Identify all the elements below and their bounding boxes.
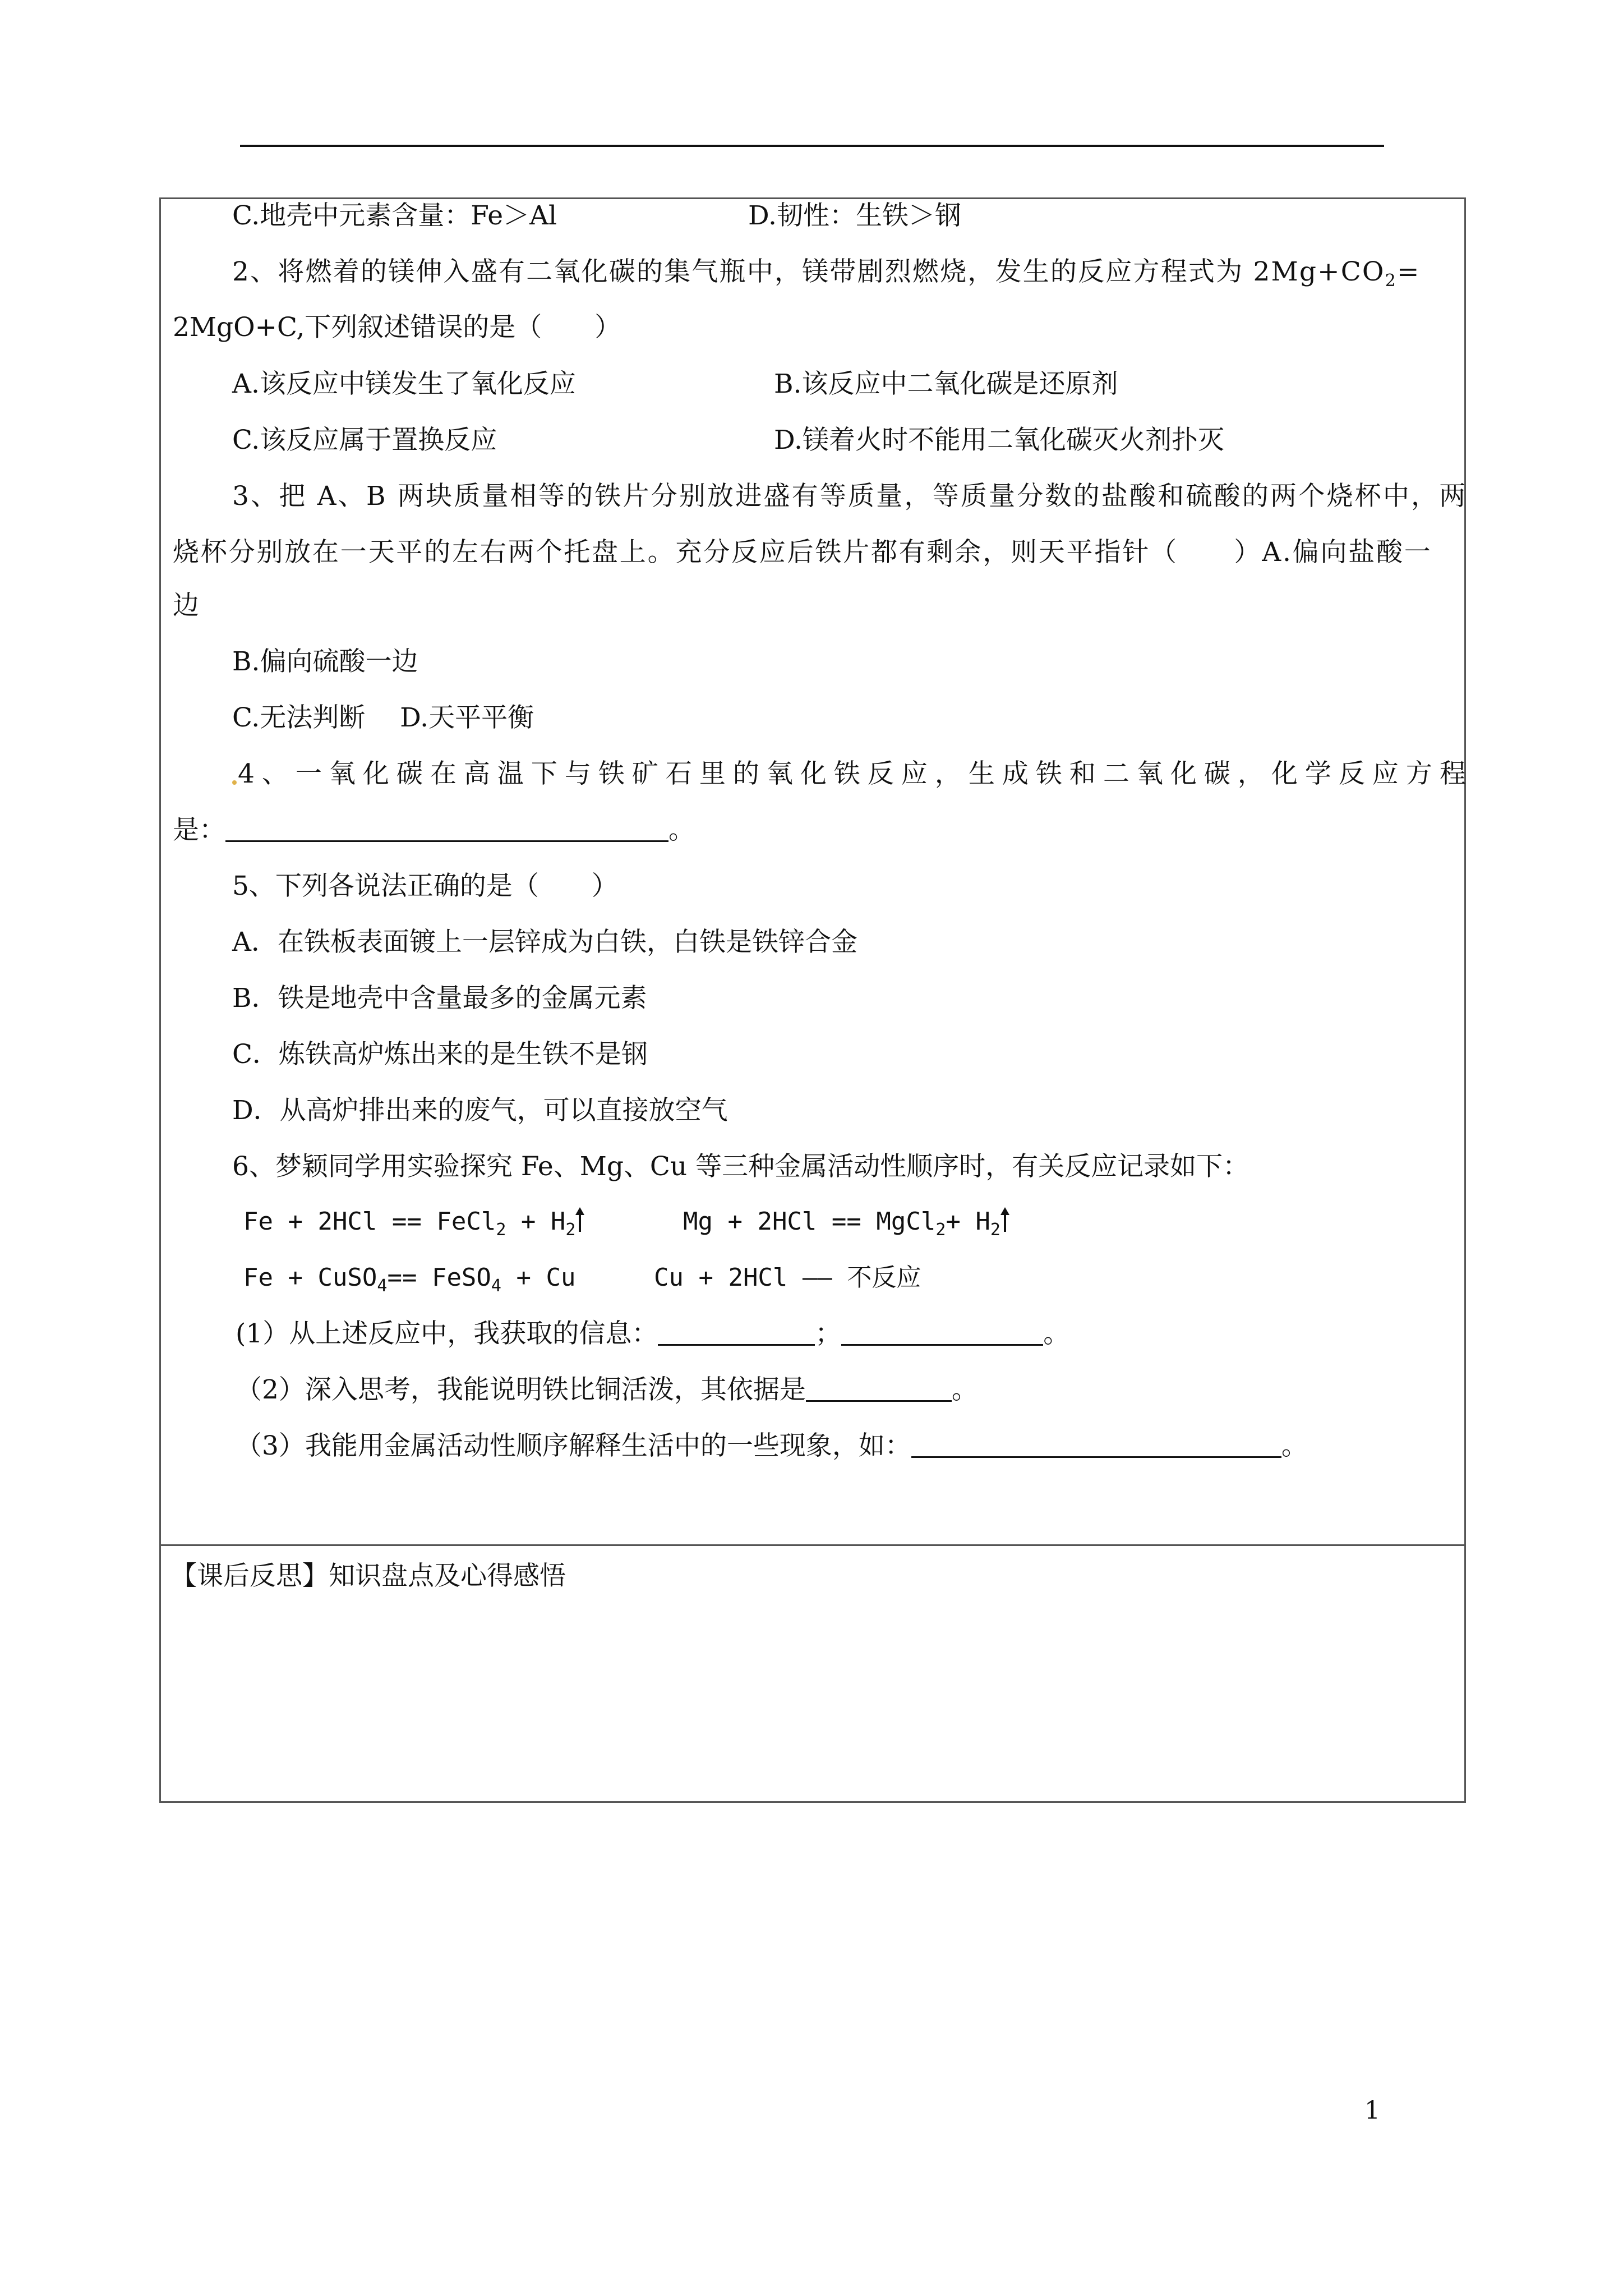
header-rule [240, 145, 1384, 147]
eq1-text-b: + H [506, 1207, 566, 1236]
q4-line2 [173, 813, 695, 847]
q6-part-2-text: （2）深入思考，我能说明铁比铜活泼，其依据是 [236, 1374, 806, 1405]
eq3-sub-2: 4 [491, 1276, 501, 1296]
q5-option-b: B．铁是地壳中含量最多的金属元素 [232, 983, 647, 1014]
page-number: 1 [1364, 2096, 1380, 2125]
q6-equation-4: Cu + 2HCl —— 不反应 [654, 1263, 921, 1292]
q6-part-1-blank-1[interactable] [658, 1319, 815, 1346]
q6-equation-3 [243, 1261, 575, 1295]
eq3-sub-1: 4 [377, 1276, 388, 1296]
q6-part-1 [236, 1317, 1069, 1351]
q6-equation-2 [683, 1205, 1009, 1239]
q6-part-3-end: 。 [1281, 1430, 1308, 1461]
eq3-text-c: + Cu [501, 1263, 576, 1292]
q2-stem-subscript: 2 [1385, 271, 1397, 291]
q3-option-b: B.偏向硫酸一边 [232, 646, 418, 677]
q4-line1-text: 4、一氧化碳在高温下与铁矿石里的氧化铁反应，生成铁和二氧化碳，化学反应方程 [238, 758, 1473, 789]
eq2-sub-1: 2 [935, 1220, 946, 1240]
q4-prefix: 是： [173, 815, 225, 845]
q1-option-d: D.韧性：生铁＞钢 [748, 200, 961, 231]
q5-option-c: C．炼铁高炉炼出来的是生铁不是钢 [232, 1039, 648, 1070]
q6-part-1-text: (1）从上述反应中，我获取的信息： [236, 1318, 658, 1349]
q2-option-b: B.该反应中二氧化碳是还原剂 [774, 369, 1118, 399]
q4-suffix: 。 [668, 815, 695, 845]
q6-part-2-end: 。 [951, 1374, 978, 1405]
eq3-text-b: == FeSO [387, 1263, 491, 1292]
q2-option-d: D.镁着火时不能用二氧化碳灭火剂扑灭 [774, 425, 1224, 455]
q6-part-1-end: 。 [1043, 1318, 1070, 1349]
eq1-text-a: Fe + 2HCl == FeCl [243, 1207, 496, 1236]
q5-stem: 5、下列各说法正确的是（ ） [232, 871, 618, 901]
q6-part-1-separator: ； [815, 1318, 842, 1349]
eq1-sub-1: 2 [496, 1220, 506, 1240]
q6-part-3-blank[interactable] [911, 1432, 1281, 1458]
q2-stem-text: 2、将燃着的镁伸入盛有二氧化碳的集气瓶中，镁带剧烈燃烧，发生的反应方程式为 2Mg+CO [232, 256, 1385, 287]
q6-part-2-blank[interactable] [806, 1375, 952, 1402]
eq2-sub-2: 2 [990, 1220, 1000, 1240]
edit-mark [232, 780, 237, 785]
q1-option-c: C.地壳中元素含量：Fe＞Al [232, 200, 557, 231]
q5-option-a: A．在铁板表面镀上一层锌成为白铁，白铁是铁锌合金 [232, 927, 857, 958]
q6-part-3 [236, 1429, 1308, 1463]
section-divider [161, 1544, 1464, 1546]
q2-stem [232, 255, 1421, 289]
q4-line1 [232, 757, 1473, 791]
q3-line2: 烧杯分别放在一天平的左右两个托盘上。充分反应后铁片都有剩余，则天平指针（ ）A.偏向盐酸一 [173, 537, 1432, 568]
q6-stem: 6、梦颖同学用实验探究 Fe、Mg、Cu 等三种金属活动性顺序时，有关反应记录如下： [232, 1151, 1249, 1182]
q2-stem-line2: 2MgO+C,下列叙述错误的是（ ） [173, 312, 621, 343]
eq2-text-b: + H [946, 1207, 990, 1236]
eq2-text-a: Mg + 2HCl == MgCl [683, 1207, 936, 1236]
q3-line3: 边 [173, 590, 199, 621]
q6-part-3-text: （3）我能用金属活动性顺序解释生活中的一些现象，如： [236, 1430, 911, 1461]
eq3-text-a: Fe + CuSO [243, 1263, 377, 1292]
eq1-sub-2: 2 [565, 1220, 576, 1240]
q6-equation-1 [243, 1205, 584, 1239]
q6-part-2 [236, 1373, 978, 1407]
q2-stem-equals: = [1396, 256, 1421, 287]
up-arrow-icon [1000, 1207, 1009, 1232]
reflection-heading: 【课后反思】知识盘点及心得感悟 [170, 1561, 566, 1591]
q4-answer-blank[interactable] [225, 816, 668, 842]
q3-line1: 3、把 A、B 两块质量相等的铁片分别放进盛有等质量，等质量分数的盐酸和硫酸的两个烧杯中，两 [232, 481, 1468, 512]
q6-part-1-blank-2[interactable] [841, 1319, 1043, 1346]
q2-option-a: A.该反应中镁发生了氧化反应 [232, 369, 576, 399]
q2-option-c: C.该反应属于置换反应 [232, 425, 497, 455]
q5-option-d: D．从高炉排出来的废气，可以直接放空气 [232, 1095, 728, 1126]
up-arrow-icon [575, 1207, 584, 1232]
q3-option-cd: C.无法判断 D.天平平衡 [232, 702, 534, 733]
